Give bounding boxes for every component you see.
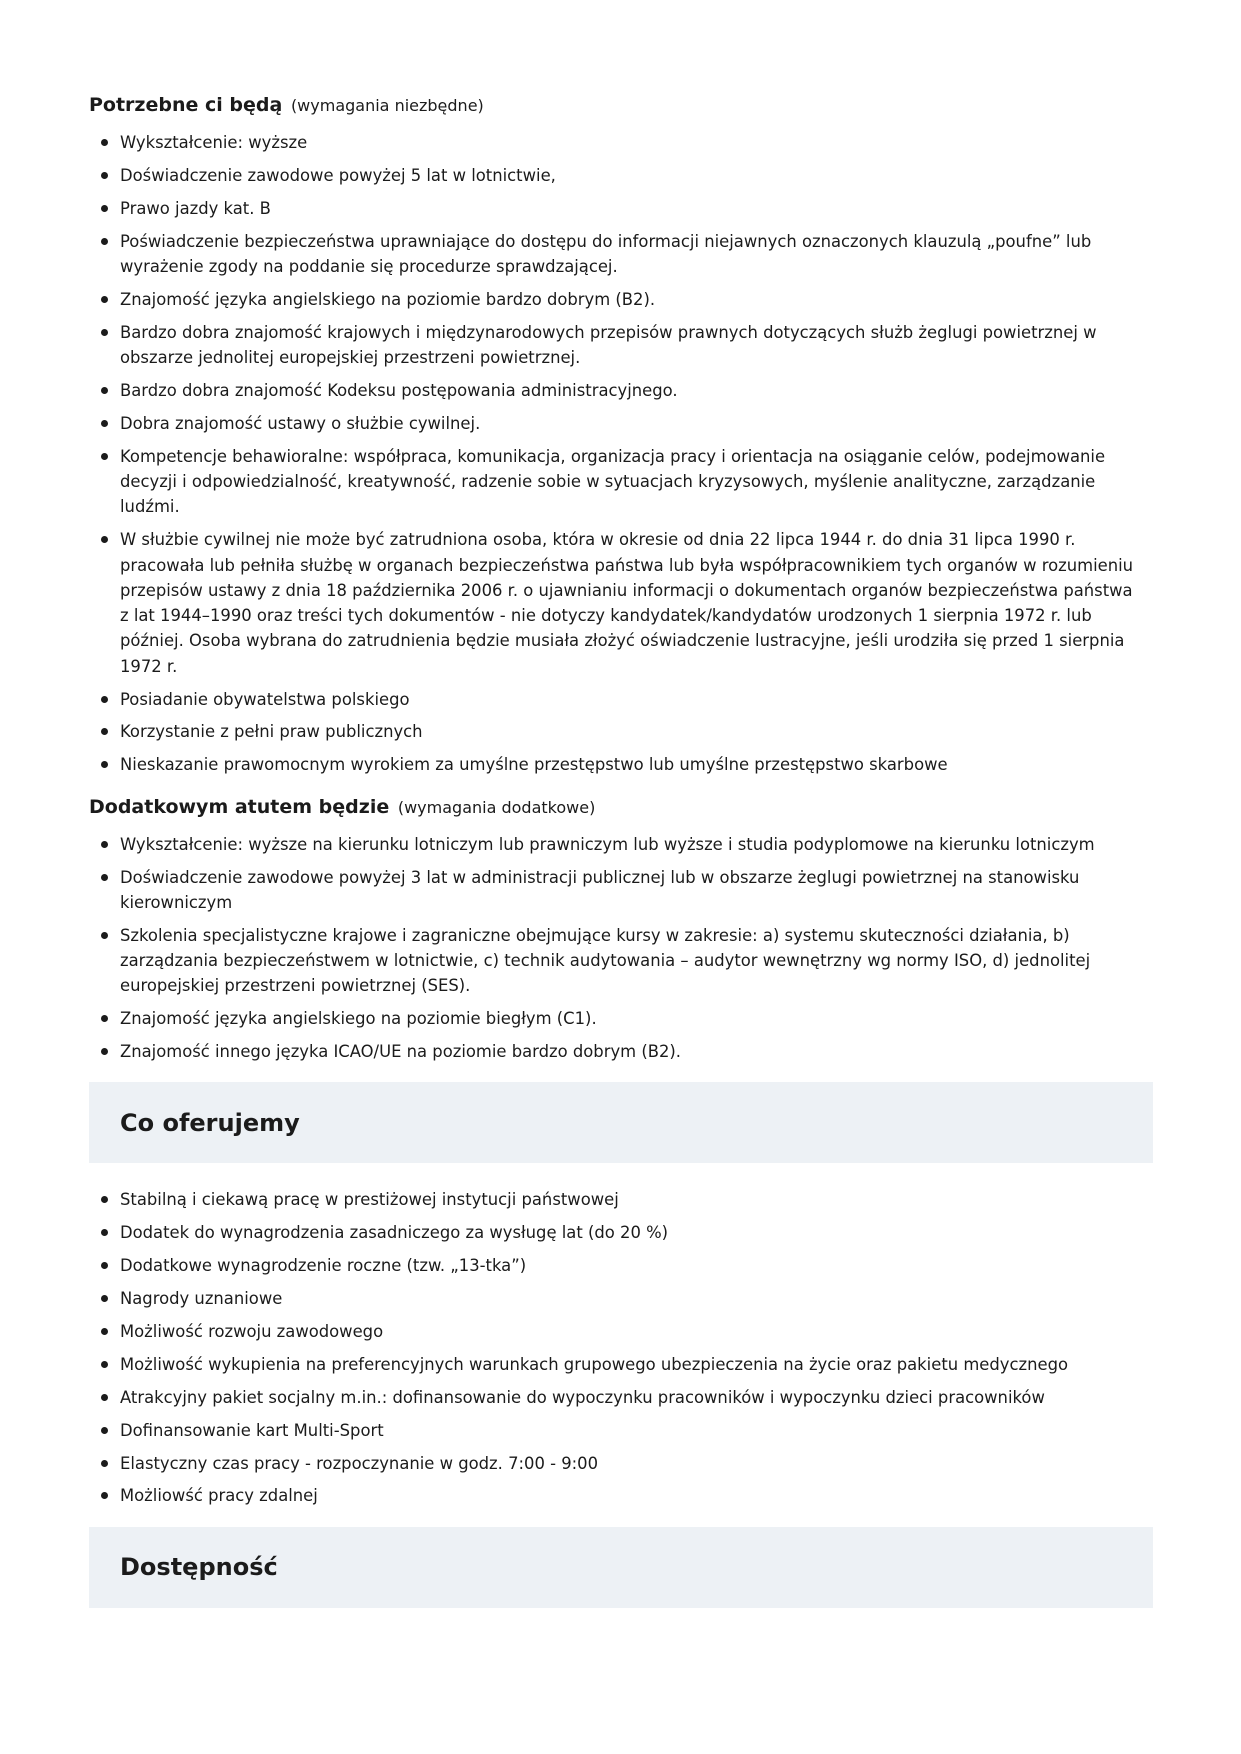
list-item: Prawo jazdy kat. B bbox=[89, 196, 1153, 221]
additional-heading-note: (wymagania dodatkowe) bbox=[397, 797, 596, 817]
additional-section bbox=[89, 794, 1153, 1065]
accessibility-panel bbox=[89, 1527, 1153, 1608]
list-item: Elastyczny czas pracy - rozpoczynanie w godz. 7:00 - 9:00 bbox=[89, 1451, 1153, 1476]
list-item: Szkolenia specjalistyczne krajowe i zagraniczne obejmujące kursy w zakresie: a) systemu skuteczności działania, b) zarządzania bezpieczeństwem w lotnictwie, c) technik audytowania – audytor wewnętrzny wg normy ISO, d) jednolitej europejskiej przestrzeni powietrznej (SES). bbox=[89, 923, 1153, 999]
offer-list bbox=[89, 1187, 1153, 1508]
list-item: Wykształcenie: wyższe na kierunku lotniczym lub prawniczym lub wyższe i studia podyplomowe na kierunku lotniczym bbox=[89, 832, 1153, 857]
list-item: Doświadczenie zawodowe powyżej 3 lat w administracji publicznej lub w obszarze żeglugi powietrznej na stanowisku kierowniczym bbox=[89, 865, 1153, 916]
additional-heading-title: Dodatkowym atutem będzie bbox=[89, 795, 390, 818]
list-item: Nieskazanie prawomocnym wyrokiem za umyślne przestępstwo lub umyślne przestępstwo skarbowe bbox=[89, 752, 1153, 777]
list-item: Możliwość wykupienia na preferencyjnych warunkach grupowego ubezpieczenia na życie oraz pakietu medycznego bbox=[89, 1352, 1153, 1377]
list-item: Możliowść pracy zdalnej bbox=[89, 1483, 1153, 1508]
offer-heading: Co oferujemy bbox=[120, 1108, 300, 1137]
list-item: Dobra znajomość ustawy o służbie cywilnej. bbox=[89, 411, 1153, 436]
list-item: Posiadanie obywatelstwa polskiego bbox=[89, 687, 1153, 712]
list-item: Nagrody uznaniowe bbox=[89, 1286, 1153, 1311]
list-item: W służbie cywilnej nie może być zatrudniona osoba, która w okresie od dnia 22 lipca 1944 r. do dnia 31 lipca 1990 r. pracowała lub pełniła służbę w organach bezpieczeństwa państwa lub była współpracownikiem tych organów w rozumieniu przepisów ustawy z dnia 18 października 2006 r. o ujawnianiu informacji o dokumentach organów bezpieczeństwa państwa z lat 1944–1990 oraz treści tych dokumentów - nie dotyczy kandydatek/kandydatów urodzonych 1 sierpnia 1972 r. lub później. Osoba wybrana do zatrudnienia będzie musiała złożyć oświadczenie lustracyjne, jeśli urodziła się przed 1 sierpnia 1972 r. bbox=[89, 527, 1153, 679]
required-list bbox=[89, 130, 1153, 778]
required-heading-note: (wymagania niezbędne) bbox=[290, 96, 484, 115]
list-item: Możliwość rozwoju zawodowego bbox=[89, 1319, 1153, 1344]
list-item: Dodatek do wynagrodzenia zasadniczego za wysługę lat (do 20 %) bbox=[89, 1220, 1153, 1245]
list-item: Stabilną i ciekawą pracę w prestiżowej instytucji państwowej bbox=[89, 1187, 1153, 1212]
list-item: Kompetencje behawioralne: współpraca, komunikacja, organizacja pracy i orientacja na osiąganie celów, podejmowanie decyzji i odpowiedzialność, kreatywność, radzenie sobie w sytuacjach kryzysowych, myślenie analityczne, zarządzanie ludźmi. bbox=[89, 444, 1153, 520]
list-item: Dofinansowanie kart Multi-Sport bbox=[89, 1418, 1153, 1443]
required-heading bbox=[89, 92, 1153, 119]
accessibility-heading: Dostępność bbox=[120, 1553, 278, 1582]
list-item: Doświadczenie zawodowe powyżej 5 lat w lotnictwie, bbox=[89, 163, 1153, 188]
list-item: Dodatkowe wynagrodzenie roczne (tzw. „13-tka”) bbox=[89, 1253, 1153, 1278]
list-item: Znajomość języka angielskiego na poziomie bardzo dobrym (B2). bbox=[89, 287, 1153, 312]
required-heading-title: Potrzebne ci będą bbox=[89, 94, 283, 116]
list-item: Atrakcyjny pakiet socjalny m.in.: dofinansowanie do wypoczynku pracowników i wypoczynku dzieci pracowników bbox=[89, 1385, 1153, 1410]
additional-heading bbox=[89, 794, 1153, 821]
offer-panel bbox=[89, 1082, 1153, 1163]
list-item: Bardzo dobra znajomość krajowych i międzynarodowych przepisów prawnych dotyczących służb żeglugi powietrznej w obszarze jednolitej europejskiej przestrzeni powietrznej. bbox=[89, 320, 1153, 371]
required-section bbox=[89, 92, 1153, 778]
list-item: Korzystanie z pełni praw publicznych bbox=[89, 719, 1153, 744]
list-item: Wykształcenie: wyższe bbox=[89, 130, 1153, 155]
list-item: Znajomość języka angielskiego na poziomie biegłym (C1). bbox=[89, 1006, 1153, 1031]
list-item: Poświadczenie bezpieczeństwa uprawniające do dostępu do informacji niejawnych oznaczonych klauzulą „poufne” lub wyrażenie zgody na poddanie się procedurze sprawdzającej. bbox=[89, 229, 1153, 280]
additional-list bbox=[89, 832, 1153, 1065]
job-offer-page bbox=[89, 92, 1153, 1608]
list-item: Znajomość innego języka ICAO/UE na poziomie bardzo dobrym (B2). bbox=[89, 1039, 1153, 1064]
list-item: Bardzo dobra znajomość Kodeksu postępowania administracyjnego. bbox=[89, 378, 1153, 403]
